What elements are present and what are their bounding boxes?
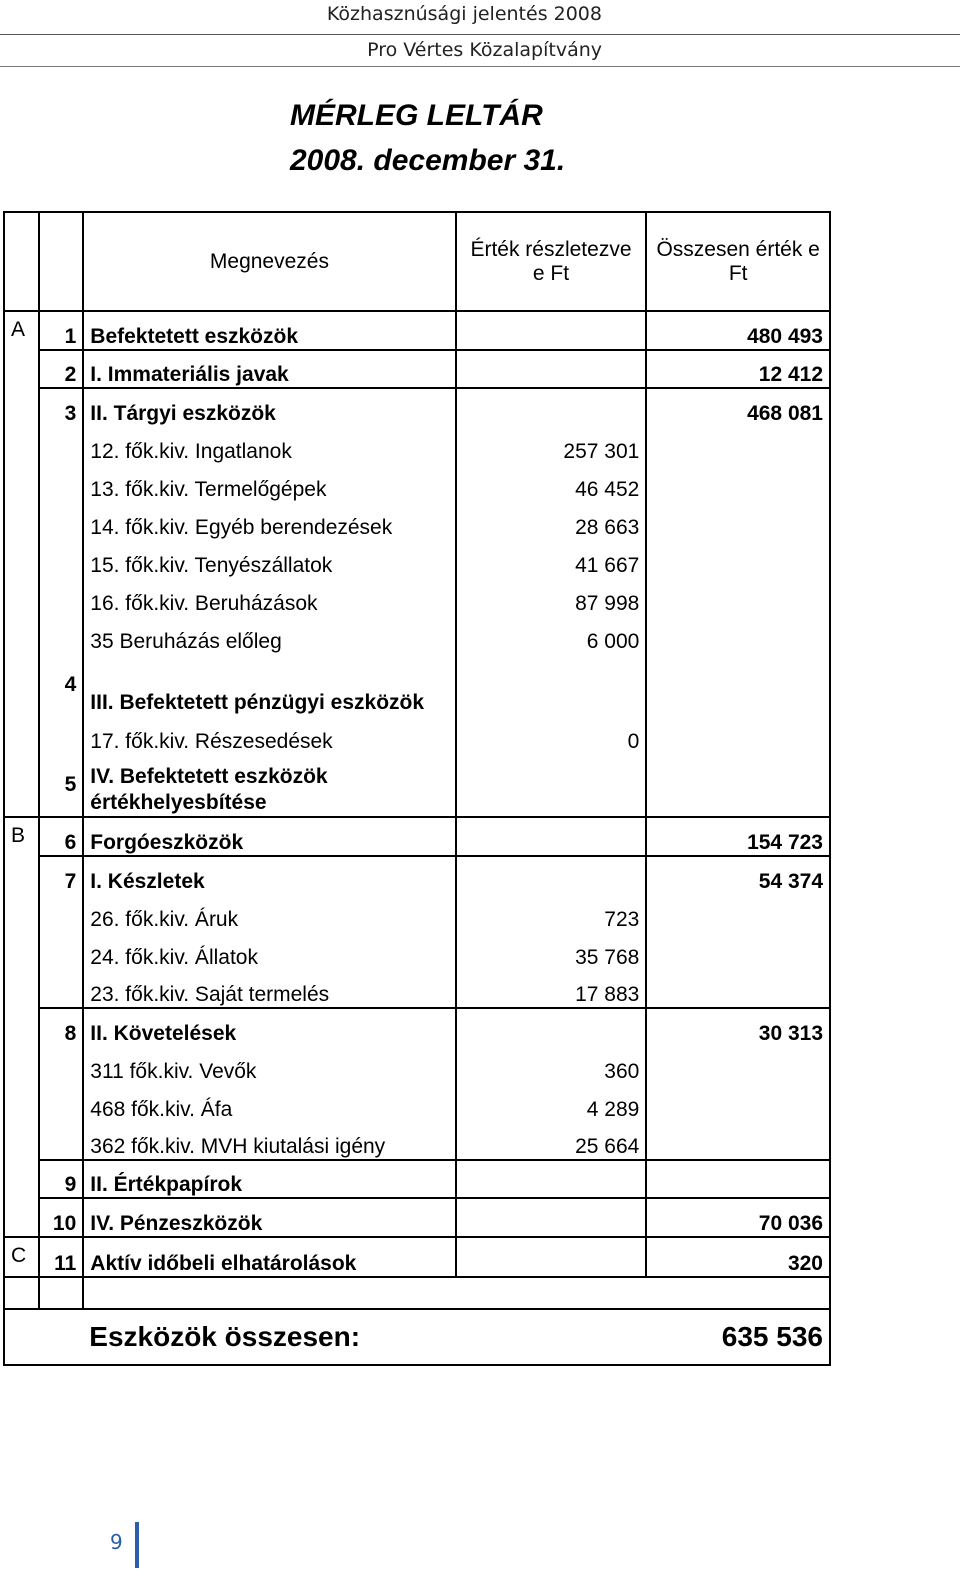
detail-value: 28 663 <box>456 502 647 540</box>
total-value <box>646 654 830 716</box>
total-value <box>646 578 830 616</box>
item-name: 311 fők.kiv. Vevők <box>83 1046 455 1084</box>
section-letter <box>4 426 39 464</box>
total-value <box>646 464 830 502</box>
total-value <box>646 616 830 654</box>
section-letter <box>4 654 39 716</box>
blank-cell <box>456 1277 647 1309</box>
detail-value <box>456 1237 647 1277</box>
table-row <box>4 716 830 754</box>
table-row <box>4 1160 830 1198</box>
section-letter <box>4 754 39 817</box>
section-letter <box>4 616 39 654</box>
detail-value: 360 <box>456 1046 647 1084</box>
item-name: 26. fők.kiv. Áruk <box>83 894 455 932</box>
table-row <box>4 817 830 856</box>
total-value <box>646 540 830 578</box>
total-value: 70 036 <box>646 1198 830 1237</box>
section-letter <box>4 540 39 578</box>
section-letter <box>4 932 39 970</box>
blank-row <box>4 1277 830 1309</box>
table-row <box>4 1122 830 1160</box>
total-value: 154 723 <box>646 817 830 856</box>
table-header-row <box>4 212 830 311</box>
grand-total-label: Eszközök összesen: <box>83 1309 646 1365</box>
table-row <box>4 970 830 1008</box>
table-row <box>4 894 830 932</box>
section-letter <box>4 464 39 502</box>
section-letter: A <box>4 311 39 350</box>
total-value: 320 <box>646 1237 830 1277</box>
total-value <box>646 1122 830 1160</box>
page-number: 9 <box>110 1530 123 1554</box>
detail-value: 17 883 <box>456 970 647 1008</box>
section-letter <box>4 388 39 426</box>
row-number <box>39 932 83 970</box>
page-title: MÉRLEG LELTÁR <box>290 99 543 132</box>
row-number: 5 <box>39 754 83 817</box>
item-name: 23. fők.kiv. Saját termelés <box>83 970 455 1008</box>
table-row <box>4 754 830 817</box>
row-number: 2 <box>39 350 83 388</box>
blank-cell <box>4 1277 39 1309</box>
row-number: 11 <box>39 1237 83 1277</box>
total-value <box>646 426 830 464</box>
section-letter <box>4 1122 39 1160</box>
detail-value: 46 452 <box>456 464 647 502</box>
detail-value <box>456 856 647 894</box>
row-number: 8 <box>39 1008 83 1046</box>
detail-value: 723 <box>456 894 647 932</box>
row-number <box>39 1084 83 1122</box>
detail-value <box>456 817 647 856</box>
total-value <box>646 1046 830 1084</box>
section-letter <box>4 350 39 388</box>
item-name: 12. fők.kiv. Ingatlanok <box>83 426 455 464</box>
detail-value: 87 998 <box>456 578 647 616</box>
table-row <box>4 1237 830 1277</box>
detail-value <box>456 350 647 388</box>
balance-sheet-table <box>3 211 831 1366</box>
section-letter <box>4 856 39 894</box>
item-name: 362 fők.kiv. MVH kiutalási igény <box>83 1122 455 1160</box>
table-row <box>4 502 830 540</box>
blank-cell <box>39 1277 83 1309</box>
row-number: 9 <box>39 1160 83 1198</box>
section-letter <box>4 1160 39 1198</box>
total-value <box>646 1160 830 1198</box>
row-number <box>39 464 83 502</box>
total-value <box>646 754 830 817</box>
row-number <box>39 1122 83 1160</box>
total-value: 12 412 <box>646 350 830 388</box>
section-letter <box>4 1046 39 1084</box>
grand-total-spacer <box>4 1309 83 1365</box>
item-name: I. Készletek <box>83 856 455 894</box>
item-name: 15. fők.kiv. Tenyészállatok <box>83 540 455 578</box>
table-row <box>4 654 830 716</box>
total-value: 54 374 <box>646 856 830 894</box>
total-value: 30 313 <box>646 1008 830 1046</box>
detail-value: 35 768 <box>456 932 647 970</box>
row-number <box>39 578 83 616</box>
item-name: Forgóeszközök <box>83 817 455 856</box>
row-number: 10 <box>39 1198 83 1237</box>
total-value <box>646 716 830 754</box>
header-detail: Érték részletezve e Ft <box>456 212 647 311</box>
row-number: 7 <box>39 856 83 894</box>
section-letter <box>4 1008 39 1046</box>
detail-value: 25 664 <box>456 1122 647 1160</box>
detail-value: 257 301 <box>456 426 647 464</box>
blank-cell <box>83 1277 455 1309</box>
header-name: Megnevezés <box>83 212 455 311</box>
header-total: Összesen érték e Ft <box>646 212 830 311</box>
row-number: 3 <box>39 388 83 426</box>
detail-value: 0 <box>456 716 647 754</box>
row-number <box>39 540 83 578</box>
detail-value: 6 000 <box>456 616 647 654</box>
organization-name: Pro Vértes Közalapítvány <box>367 39 602 61</box>
grand-total-value: 635 536 <box>646 1309 830 1365</box>
detail-value: 41 667 <box>456 540 647 578</box>
row-number <box>39 616 83 654</box>
detail-value <box>456 1198 647 1237</box>
table-row <box>4 426 830 464</box>
detail-value <box>456 311 647 350</box>
item-name: 13. fők.kiv. Termelőgépek <box>83 464 455 502</box>
detail-value <box>456 654 647 716</box>
total-value <box>646 894 830 932</box>
grand-total-row <box>4 1309 830 1365</box>
row-number: 6 <box>39 817 83 856</box>
detail-value: 4 289 <box>456 1084 647 1122</box>
item-name: 14. fők.kiv. Egyéb berendezések <box>83 502 455 540</box>
total-value: 480 493 <box>646 311 830 350</box>
section-letter <box>4 894 39 932</box>
item-name: III. Befektetett pénzügyi eszközök <box>83 654 455 716</box>
item-name: 24. fők.kiv. Állatok <box>83 932 455 970</box>
table-row <box>4 388 830 426</box>
table-row <box>4 1046 830 1084</box>
row-number: 1 <box>39 311 83 350</box>
total-value <box>646 1084 830 1122</box>
section-letter: C <box>4 1237 39 1277</box>
total-value <box>646 502 830 540</box>
total-value <box>646 970 830 1008</box>
item-name: II. Tárgyi eszközök <box>83 388 455 426</box>
item-name: Aktív időbeli elhatárolások <box>83 1237 455 1277</box>
section-letter <box>4 502 39 540</box>
item-name: 468 fők.kiv. Áfa <box>83 1084 455 1122</box>
section-letter <box>4 578 39 616</box>
total-value: 468 081 <box>646 388 830 426</box>
table-row <box>4 1198 830 1237</box>
detail-value <box>456 754 647 817</box>
table-row <box>4 464 830 502</box>
detail-value <box>456 388 647 426</box>
row-number <box>39 970 83 1008</box>
item-name: Befektetett eszközök <box>83 311 455 350</box>
table-row <box>4 856 830 894</box>
item-name: II. Értékpapírok <box>83 1160 455 1198</box>
table-row <box>4 578 830 616</box>
header-letter-cell <box>4 212 39 311</box>
row-number <box>39 894 83 932</box>
item-name: IV. Befektetett eszközök értékhelyesbítése <box>83 754 455 817</box>
footer-accent-bar <box>135 1522 139 1568</box>
item-name: IV. Pénzeszközök <box>83 1198 455 1237</box>
item-name: 17. fők.kiv. Részesedések <box>83 716 455 754</box>
header-num-cell <box>39 212 83 311</box>
section-letter <box>4 716 39 754</box>
row-number <box>39 716 83 754</box>
row-number <box>39 1046 83 1084</box>
organization-header-line <box>0 35 960 67</box>
report-header-line <box>0 0 960 35</box>
item-name: 16. fők.kiv. Beruházások <box>83 578 455 616</box>
section-letter: B <box>4 817 39 856</box>
table-row <box>4 932 830 970</box>
section-letter <box>4 1198 39 1237</box>
blank-cell <box>646 1277 830 1309</box>
row-number <box>39 426 83 464</box>
table-row <box>4 616 830 654</box>
report-title-header: Közhasznúsági jelentés 2008 <box>326 3 602 25</box>
total-value <box>646 932 830 970</box>
table-row <box>4 311 830 350</box>
table-row <box>4 350 830 388</box>
detail-value <box>456 1160 647 1198</box>
table-row <box>4 540 830 578</box>
item-name: I. Immateriális javak <box>83 350 455 388</box>
item-name: 35 Beruházás előleg <box>83 616 455 654</box>
item-name: II. Követelések <box>83 1008 455 1046</box>
table-row <box>4 1084 830 1122</box>
row-number: 4 <box>39 654 83 716</box>
table-row <box>4 1008 830 1046</box>
detail-value <box>456 1008 647 1046</box>
page-date: 2008. december 31. <box>290 144 566 177</box>
section-letter <box>4 970 39 1008</box>
row-number <box>39 502 83 540</box>
section-letter <box>4 1084 39 1122</box>
